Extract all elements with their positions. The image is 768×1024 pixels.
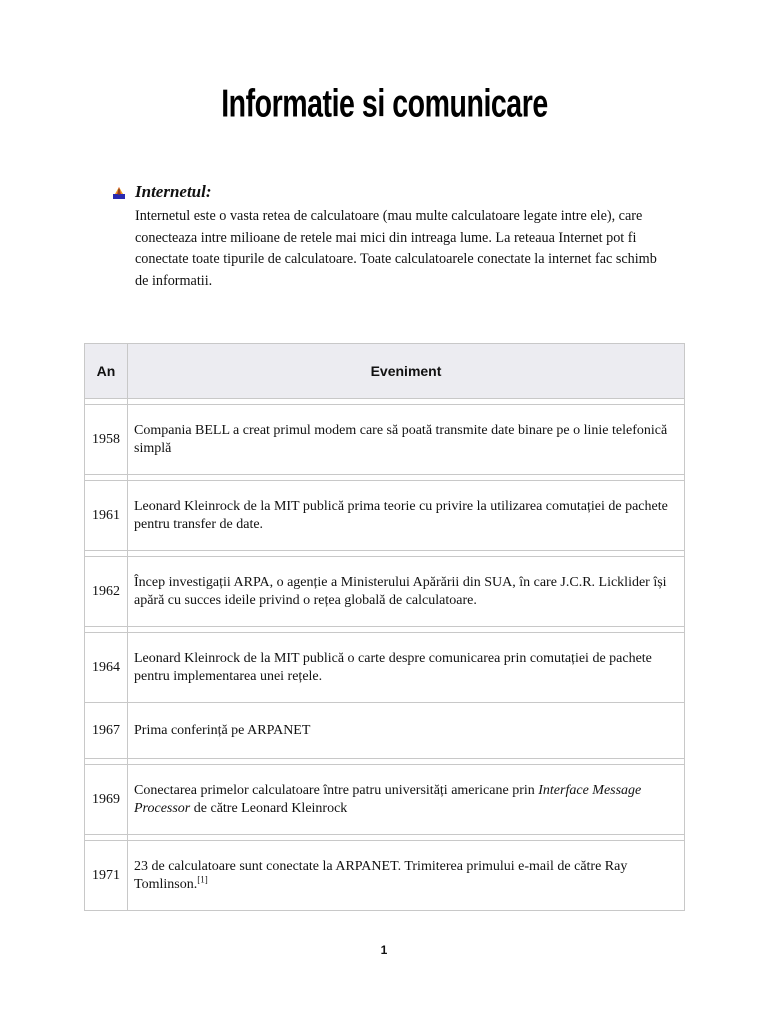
page-number: 1 bbox=[380, 943, 388, 957]
section-heading-row bbox=[112, 182, 672, 202]
column-header-event: Eveniment bbox=[128, 344, 685, 399]
year-cell: 1958 bbox=[85, 405, 128, 475]
event-cell: Compania BELL a creat primul modem care să poată transmite date binare pe o linie telefonică simplă bbox=[128, 405, 685, 475]
table-row bbox=[85, 765, 685, 835]
event-italic-text: Interface Message Processor bbox=[134, 783, 642, 816]
table-row bbox=[85, 557, 685, 627]
table-row bbox=[85, 841, 685, 911]
table-row bbox=[85, 633, 685, 703]
footnote-link[interactable]: [1] bbox=[197, 873, 208, 884]
year-cell: 1961 bbox=[85, 481, 128, 551]
section-heading: Internetul: bbox=[135, 182, 212, 201]
title-text: Informatie si comunicare bbox=[220, 81, 548, 126]
event-text: de către Leonard Kleinrock bbox=[190, 800, 348, 816]
event-cell bbox=[128, 841, 685, 911]
event-text: 23 de calculatoare sunt conectate la ARPANET. Trimiterea primului e-mail de către Ray Tomlinson. bbox=[134, 859, 628, 892]
history-table bbox=[84, 343, 685, 911]
section-paragraph: Internetul este o vasta retea de calculatoare (mau multe calculatoare legate intre ele), care conecteaza intre milioane de retele mai mici din intreaga lume. La reteaua Internet pot fi conectate toate tipurile de calculatoare. Toate calculatoarele conectate la internet fac schimb de informatii. bbox=[135, 208, 657, 289]
document-title bbox=[0, 81, 768, 126]
year-cell: 1962 bbox=[85, 557, 128, 627]
year-cell: 1969 bbox=[85, 765, 128, 835]
event-cell: Încep investigații ARPA, o agenție a Ministerului Apărării din SUA, în care J.C.R. Licklider își apără cu succes ideile privind o rețea globală de calculatoare. bbox=[128, 557, 685, 627]
event-text: Conectarea primelor calculatoare între patru universități americane prin bbox=[134, 783, 539, 798]
event-cell: Leonard Kleinrock de la MIT publică prima teorie cu privire la utilizarea comutației de pachete pentru transfer de date. bbox=[128, 481, 685, 551]
bullet-icon bbox=[112, 186, 126, 200]
column-header-year: An bbox=[85, 344, 128, 399]
year-cell: 1967 bbox=[85, 703, 128, 759]
year-cell: 1971 bbox=[85, 841, 128, 911]
table-row bbox=[85, 481, 685, 551]
table-row bbox=[85, 405, 685, 475]
event-cell: Leonard Kleinrock de la MIT publică o carte despre comunicarea prin comutației de pachete pentru implementarea unei rețele. bbox=[128, 633, 685, 703]
table-header-row bbox=[85, 344, 685, 399]
event-cell: Prima conferință pe ARPANET bbox=[128, 703, 685, 759]
year-cell: 1964 bbox=[85, 633, 128, 703]
event-cell bbox=[128, 765, 685, 835]
table-row bbox=[85, 703, 685, 759]
internet-section bbox=[112, 182, 672, 292]
